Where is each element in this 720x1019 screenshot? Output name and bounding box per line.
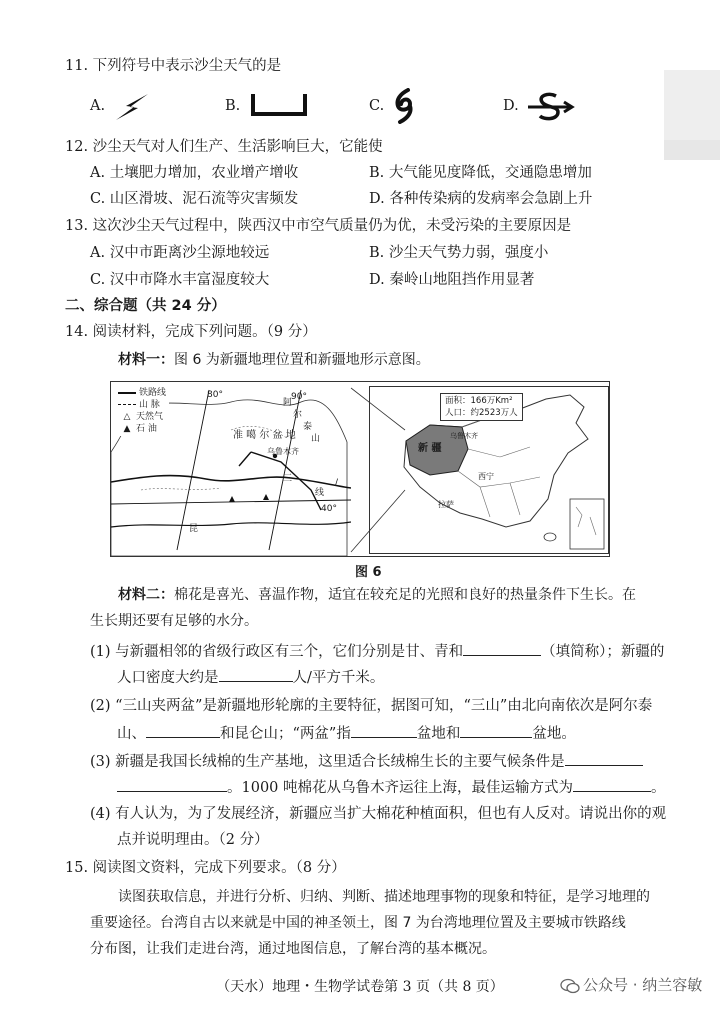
sub1-text-d: 人/平方千米。: [292, 670, 385, 686]
q13-option-c: C. 汉中市降水丰富湿度较大: [90, 272, 270, 288]
legend-mountain: 山 脉: [118, 399, 166, 411]
sandstorm-symbol: [526, 90, 576, 124]
q14-material1: [118, 350, 430, 370]
answer-blank-climate-1[interactable]: [565, 750, 643, 766]
wechat-watermark: [560, 974, 702, 995]
population-info: 人口：约2523万人: [445, 408, 518, 418]
q12-option-b: B. 大气能见度降低，交通隐患增加: [369, 165, 592, 181]
san-label: 三: [283, 474, 293, 484]
kunlun-label: 昆: [189, 524, 199, 534]
right-edge-mark: /: [335, 478, 339, 488]
q14-sub3-line2: [117, 776, 666, 798]
q15-para-line3: 分布图，让我们走进台湾，通过地图信息，了解台湾的基本概况。: [90, 941, 496, 957]
q13-stem: 13. 这次沙尘天气过程中，陕西汉中市空气质量仍为优，未受污染的主要原因是: [65, 218, 572, 234]
answer-blank-mountain[interactable]: [146, 722, 220, 738]
material1-text: 图 6 为新疆地理位置和新疆地形示意图。: [174, 352, 430, 368]
q15-para-line1: 读图获取信息，并进行分析、归纳、判断、描述地理事物的现象和特征，是学习地理的: [118, 889, 650, 905]
q14-material2-line2: 生长期还要有足够的水分。: [90, 613, 258, 629]
xinjiang-info-box: [440, 393, 523, 421]
junggar-basin-label: 准 噶 尔 盆 地: [233, 430, 296, 441]
q14-sub2-line1: (2) “三山夹两盆”是新疆地形轮廓的主要特征，据图可知，“三山”由北向南依次是阿尔泰: [90, 698, 653, 714]
sub2-text-c: 盆地和: [416, 726, 461, 742]
sub1-text-b: （填简称）；新疆的: [541, 644, 665, 660]
q12-option-a: A. 土壤肥力增加，农业增产增收: [90, 165, 299, 181]
answer-blank-transport[interactable]: [573, 776, 651, 792]
q15-para-line2: 重要途径。台湾自古以来就是中国的神圣领土，图 7 为台湾地理位置及主要城市铁路线: [90, 915, 626, 931]
xining-label: 西宁: [478, 472, 494, 481]
q11-option-a: A.: [90, 98, 106, 114]
section-2-title: 二、综合题（共 24 分）: [65, 298, 226, 314]
q12-stem: 12. 沙尘天气对人们生产、生活影响巨大，它能使: [65, 139, 383, 155]
sub3-text-c: 。: [651, 780, 666, 796]
page-edge-shadow: [664, 140, 720, 160]
q14-sub4-line2: 点并说明理由。（2 分）: [117, 832, 269, 848]
answer-blank-climate-2[interactable]: [117, 776, 227, 792]
altai-label-tai: 泰: [303, 422, 313, 432]
longitude-90: 90°: [291, 392, 307, 402]
q13-option-a: A. 汉中市距离沙尘源地较远: [90, 245, 270, 261]
q11-option-d: D.: [503, 98, 519, 114]
q15-stem: 15. 阅读图文资料，完成下列要求。（8 分）: [65, 860, 346, 876]
altai-label-shan: 山: [311, 434, 321, 444]
sub3-text-a: (3) 新疆是我国长绒棉的生产基地，这里适合长绒棉生长的主要气候条件是: [90, 754, 565, 770]
watermark-text: 公众号 · 纳兰容敏: [583, 976, 703, 994]
answer-blank-basin-1[interactable]: [351, 722, 417, 738]
wechat-icon: [560, 978, 580, 994]
sub2-text-a: 山、: [117, 726, 146, 742]
lightning-bolt-symbol: [112, 92, 152, 122]
page-footer: （天水）地理・生物学试卷第 3 页（共 8 页）: [216, 979, 504, 995]
q14-sub3-line1: [90, 750, 643, 772]
q14-material2-line1: [118, 585, 636, 605]
altai-label-a: 阿: [283, 398, 293, 408]
q14-sub4-line1: (4) 有人认为，为了发展经济，新疆应当扩大棉花种植面积，但也有人反对。请说出你的观: [90, 806, 667, 822]
q11-option-c: C.: [369, 98, 385, 114]
legend-railway: 铁路线: [118, 387, 166, 399]
sub1-text-c: 人口密度大约是: [117, 670, 219, 686]
longitude-80: 80°: [207, 390, 223, 400]
material2-text-1: 棉花是喜光、喜温作物，适宜在较充足的光照和良好的热量条件下生长。在: [174, 587, 636, 603]
figure-6-caption: 图 6: [355, 565, 382, 580]
altai-label-er: 尔: [293, 410, 303, 420]
q13-option-d: D. 秦岭山地阻挡作用显著: [369, 272, 535, 288]
q14-stem: 14. 阅读材料，完成下列问题。（9 分）: [65, 324, 317, 340]
figure-6: [110, 381, 610, 557]
q11-option-b: B.: [225, 98, 241, 114]
sub1-text-a: (1) 与新疆相邻的省级行政区有三个，它们分别是甘、青和: [90, 644, 464, 660]
sub3-text-b: 。1000 吨棉花从乌鲁木齐运往上海，最佳运输方式为: [227, 780, 574, 796]
sub2-text-d: 盆地。: [532, 726, 576, 742]
answer-blank-density[interactable]: [219, 666, 293, 682]
q14-sub2-line2: [117, 722, 576, 744]
q11-stem: 11. 下列符号中表示沙尘天气的是: [65, 58, 282, 74]
answer-blank-neighbor[interactable]: [463, 640, 541, 656]
area-info: 面积：166万Km²: [445, 396, 513, 406]
q14-sub1-line2: [117, 666, 384, 688]
xian-label: 线: [315, 488, 325, 498]
urumqi-small-label: 乌鲁木齐: [450, 432, 478, 440]
hurricane-symbol: [392, 88, 416, 124]
material1-label: 材料一：: [118, 352, 174, 368]
q13-option-b: B. 沙尘天气势力弱，强度小: [369, 245, 549, 261]
urumqi-label: 乌鲁木齐: [267, 447, 299, 456]
sub2-text-b: 和昆仑山；“两盆”指: [220, 726, 351, 742]
material2-label: 材料二：: [118, 587, 174, 603]
legend-oil: ▲ 石 油: [123, 424, 157, 434]
q14-sub1-line1: [90, 640, 664, 662]
legend-natural-gas: △ 天然气: [123, 412, 164, 422]
q12-option-c: C. 山区滑坡、泥石流等灾害频发: [90, 191, 299, 207]
lhasa-label: 拉萨: [438, 500, 454, 509]
xinjiang-label: 新 疆: [418, 443, 442, 454]
answer-blank-basin-2[interactable]: [460, 722, 532, 738]
china-location-map: [369, 386, 609, 554]
q12-option-d: D. 各种传染病的发病率会急剧上升: [369, 191, 593, 207]
latitude-40: 40°: [321, 504, 337, 514]
bracket-symbol: [250, 92, 310, 118]
